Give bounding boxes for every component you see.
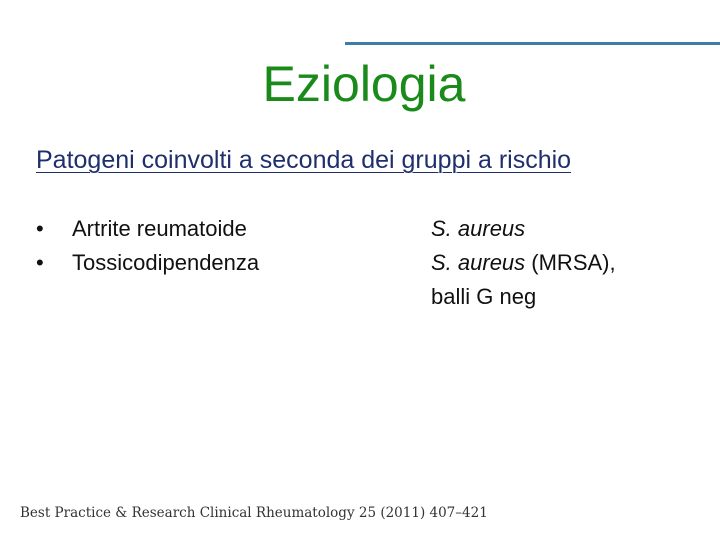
risk-group-label: Artrite reumatoide [72,216,247,241]
pathogen-note: (MRSA), [525,250,616,275]
risk-group-label: Tossicodipendenza [72,250,260,275]
pathogen-line [431,212,616,246]
pathogen-line [431,246,616,280]
bullet-icon: • [36,250,44,275]
pathogen-line [431,280,616,314]
slide-subtitle: Patogeni coinvolti a seconda dei gruppi a rischio [36,146,572,174]
pathogen-species: S. aureus [431,250,526,275]
slide-title: Eziologia [262,56,466,112]
list-item [36,246,259,280]
reference-citation: Best Practice & Research Clinical Rheumatology 25 (2011) 407–421 [20,505,488,521]
pathogen-species: S. aureus [431,216,526,241]
list-item [36,212,259,246]
pathogen-list [431,212,616,314]
pathogen-note: balli G neg [431,284,537,309]
risk-group-list [36,212,259,280]
title-accent-line [345,42,720,45]
bullet-icon: • [36,216,44,241]
